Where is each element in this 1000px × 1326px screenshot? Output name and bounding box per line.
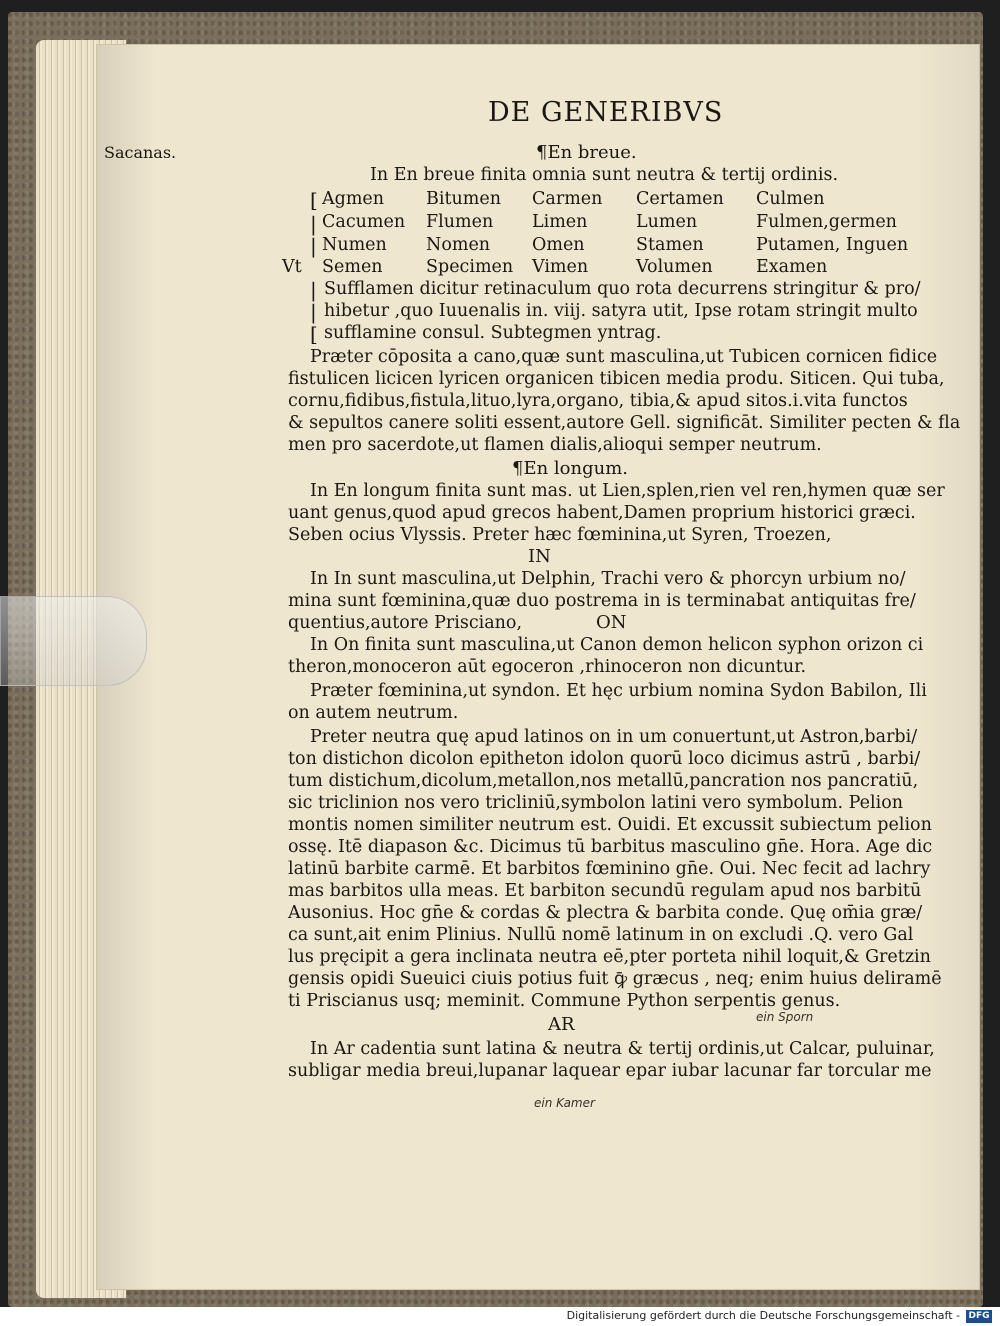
- paragraph-line: fistulicen licicen lyricen organicen tibicen media produ. Siticen. Qui tuba,: [288, 369, 945, 389]
- table-cell: Stamen: [636, 235, 704, 255]
- paragraph-line: In Ar cadentia sunt latina & neutra & tertij ordinis,ut Calcar, puluinar,: [310, 1039, 935, 1059]
- heading-in: IN: [528, 546, 551, 567]
- paragraph-line: subligar media breui,lupanar laquear epar iubar lacunar far torcular me: [288, 1061, 932, 1081]
- table-cell: Fulmen,germen: [756, 212, 897, 232]
- table-cell: Putamen, Inguen: [756, 235, 909, 255]
- paragraph-line: cornu,fidibus,fistula,lituo,lyra,organo, tibia,& apud sitos.i.vita functos: [288, 391, 908, 411]
- paragraph-line: In On finita sunt masculina,ut Canon demon helicon syphon orizon ci: [310, 635, 924, 655]
- line-en-breue: In En breue finita omnia sunt neutra & tertij ordinis.: [370, 165, 839, 185]
- paragraph-line: ossę. Itē diapason &c. Dicimus tū barbitus masculino gn̄e. Hora. Age dic: [288, 837, 933, 857]
- table-cell: Numen: [322, 235, 387, 255]
- paragraph-line: theron,monoceron aūt egoceron ,rhinoceron non dicuntur.: [288, 657, 807, 677]
- paragraph-line: Præter cōposita a cano,quæ sunt masculina,ut Tubicen cornicen fidice: [310, 347, 938, 367]
- bracket-sufflamen2: |: [310, 300, 317, 324]
- paragraph-line: Seben ocius Vlyssis. Preter hæc fœminina,ut Syren, Troezen,: [288, 525, 832, 545]
- paragraph-line: montis nomen similiter neutrum est. Ouidi. Et excussit subiectum pelion: [288, 815, 932, 835]
- paragraph-line: quentius,autore Prisciano,: [288, 613, 523, 633]
- paragraph-line: & sepultos canere soliti essent,autore Gell. significāt. Similiter pecten & fla: [288, 413, 961, 433]
- margin-label-sacanas: Sacanas.: [104, 143, 177, 162]
- table-cell: Semen: [322, 257, 383, 277]
- bracket-sufflamen3: [: [310, 322, 318, 346]
- table-cell: Examen: [756, 257, 828, 277]
- paragraph-line: mina sunt fœminina,quæ duo postrema in is terminabat antiquitas fre/: [288, 591, 916, 611]
- table-cell: Specimen: [426, 257, 514, 277]
- bracket-mid2: |: [310, 234, 317, 258]
- table-cell: Omen: [532, 235, 585, 255]
- heading-en-breue: ¶En breue.: [536, 142, 637, 163]
- bracket-sufflamen: |: [310, 278, 317, 302]
- table-cell: Nomen: [426, 235, 491, 255]
- heading-on: ON: [596, 612, 627, 633]
- paragraph-line: Preter neutra quę apud latinos on in um conuertunt,ut Astron,barbi/: [310, 727, 918, 747]
- footer-credit: Digitalisierung gefördert durch die Deutsche Forschungsgemeinschaft -: [566, 1309, 960, 1322]
- table-cell: Volumen: [636, 257, 713, 277]
- paragraph-line: men pro sacerdote,ut flamen dialis,alioqui semper neutrum.: [288, 435, 822, 455]
- paragraph-line: latinū barbite carmē. Et barbitos fœminino gn̄e. Oui. Nec fecit ad lachry: [288, 859, 931, 879]
- table-cell: Cacumen: [322, 212, 406, 232]
- table-cell: Certamen: [636, 189, 724, 209]
- paragraph-line: In In sunt masculina,ut Delphin, Trachi vero & phorcyn urbium no/: [310, 569, 906, 589]
- sufflamen-line: Sufflamen dicitur retinaculum quo rota decurrens stringitur & pro/: [324, 279, 921, 299]
- bracket-top: [: [310, 188, 318, 212]
- table-cell: Flumen: [426, 212, 494, 232]
- paragraph-line: gensis opidi Sueuici ciuis potius fuit ꝙ̄ græcus , neq; enim huius deliramē: [288, 969, 942, 989]
- table-cell: Vimen: [532, 257, 589, 277]
- heading-ar: AR: [548, 1014, 575, 1035]
- paragraph-line: uant genus,quod apud grecos habent,Damen proprium historici græci.: [288, 503, 916, 523]
- paragraph-line: ton distichon dicolon epitheton idolon quorū loco dicimus astrū , barbi/: [288, 749, 921, 769]
- bracket-mid1: |: [310, 212, 317, 236]
- sufflamen-line: sufflamine consul. Subtegmen yntrag.: [324, 323, 662, 343]
- paragraph-line: Ausonius. Hoc gn̄e & cordas & plectra & barbita conde. Quę om̄ia græ/: [288, 903, 923, 923]
- paragraph-line: mas barbitos ulla meas. Et barbiton secundū regulam apud nos barbitū: [288, 881, 922, 901]
- table-cell: Carmen: [532, 189, 603, 209]
- table-cell: Agmen: [322, 189, 385, 209]
- footer-bar: [0, 1307, 1000, 1326]
- table-cell: Lumen: [636, 212, 698, 232]
- page-title: DE GENERIBVS: [488, 97, 724, 128]
- dfg-logo: DFG: [966, 1310, 992, 1323]
- table-cell: Bitumen: [426, 189, 501, 209]
- page-clip: [0, 596, 147, 686]
- sufflamen-line: hibetur ,quo Iuuenalis in. viij. satyra utit, Ipse rotam stringit multo: [324, 301, 918, 321]
- table-cell: Limen: [532, 212, 588, 232]
- book-page: [96, 44, 980, 1290]
- paragraph-line: lus pręcipit a gera inclinata neutra eē,pter porteta nihil loquit,& Gretzin: [288, 947, 931, 967]
- paragraph-line: In En longum finita sunt mas. ut Lien,splen,rien vel ren,hymen quæ ser: [310, 481, 945, 501]
- table-cell: Culmen: [756, 189, 825, 209]
- handwritten-note-bottom: ein Kamer: [534, 1096, 595, 1110]
- paragraph-line: sic triclinion nos vero tricliniū,symbolon latini vero symbolum. Pelion: [288, 793, 904, 813]
- heading-en-longum: ¶En longum.: [512, 458, 628, 479]
- paragraph-line: ti Priscianus usq; meminit. Commune Python serpentis genus.: [288, 991, 841, 1011]
- vt-label: Vt: [282, 257, 302, 277]
- paragraph-line: ca sunt,ait enim Plinius. Nullū nomē latinum in on excludi .Q. vero Gal: [288, 925, 914, 945]
- paragraph-line: Præter fœminina,ut syndon. Et hęc urbium nomina Sydon Babilon, Ili: [310, 681, 927, 701]
- paragraph-line: tum distichum,dicolum,metallon,nos metallū,pancration nos pancratiū,: [288, 771, 919, 791]
- handwritten-note-ar: ein Sporn: [756, 1010, 814, 1024]
- paragraph-line: on autem neutrum.: [288, 703, 459, 723]
